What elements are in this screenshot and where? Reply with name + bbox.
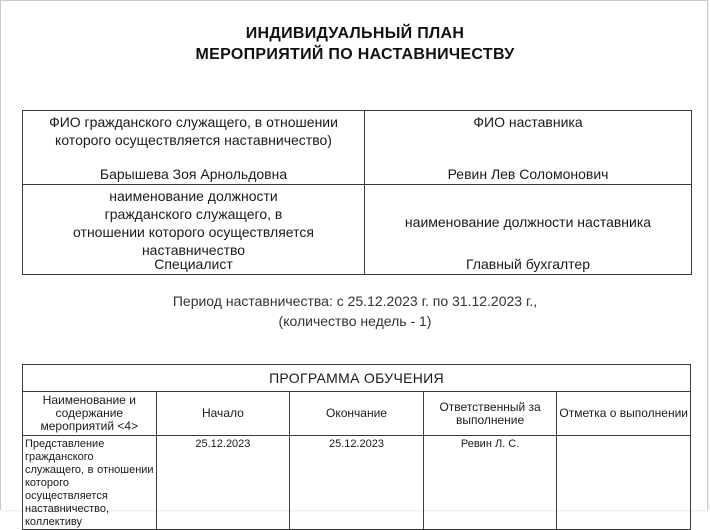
participants-table bbox=[22, 110, 692, 275]
mentor-label: ФИО наставника bbox=[473, 114, 583, 130]
column-header-responsible: Ответственный за выполнение bbox=[423, 392, 557, 436]
column-header-end: Окончание bbox=[290, 392, 424, 436]
employee-position-cell bbox=[23, 185, 365, 275]
mentor-name-cell bbox=[365, 111, 692, 185]
table-row bbox=[23, 436, 691, 530]
responsible-cell: Ревин Л. С. bbox=[423, 436, 557, 530]
start-date-cell: 25.12.2023 bbox=[156, 436, 290, 530]
end-date-cell: 25.12.2023 bbox=[290, 436, 424, 530]
mentor-position-label: наименование должности наставника bbox=[404, 213, 652, 230]
mentoring-period bbox=[1, 291, 709, 331]
employee-position: Специалист bbox=[154, 256, 233, 272]
event-cell bbox=[23, 436, 157, 530]
mentor-name: Ревин Лев Соломонович bbox=[447, 166, 609, 182]
page-title bbox=[1, 23, 709, 65]
mentor-position-cell bbox=[365, 185, 692, 275]
column-header-mark: Отметка о выполнении bbox=[557, 392, 691, 436]
completion-mark-cell bbox=[557, 436, 691, 530]
column-header-row bbox=[23, 392, 691, 436]
positions-row bbox=[23, 185, 692, 275]
event-text: Представление гражданского служащего, в отношении которого осуществляется наставничество, коллективу bbox=[25, 438, 154, 528]
training-program-table bbox=[22, 364, 691, 530]
employee-label: ФИО гражданского служащего, в отношении которого осуществляется наставничество) bbox=[49, 114, 338, 148]
program-title-row bbox=[23, 365, 691, 392]
period-dates: Период наставничества: с 25.12.2023 г. по 31.12.2023 г., bbox=[172, 293, 538, 309]
employee-position-label: наименование должности гражданского служащего, в отношении которого осуществляется наставничество bbox=[73, 188, 314, 258]
title-line-1: ИНДИВИДУАЛЬНЫЙ ПЛАН bbox=[245, 25, 465, 42]
mentor-position: Главный бухгалтер bbox=[466, 256, 590, 272]
employee-name-cell bbox=[23, 111, 365, 185]
employee-name: Барышева Зоя Арнольдовна bbox=[99, 166, 288, 182]
column-header-start: Начало bbox=[156, 392, 290, 436]
program-title: ПРОГРАММА ОБУЧЕНИЯ bbox=[23, 365, 691, 392]
title-line-2: МЕРОПРИЯТИЙ ПО НАСТАВНИЧЕСТВУ bbox=[195, 46, 515, 63]
names-row bbox=[23, 111, 692, 185]
column-header-event: Наименование и содержание мероприятий <4> bbox=[23, 392, 157, 436]
period-weeks: (количество недель - 1) bbox=[278, 313, 432, 329]
